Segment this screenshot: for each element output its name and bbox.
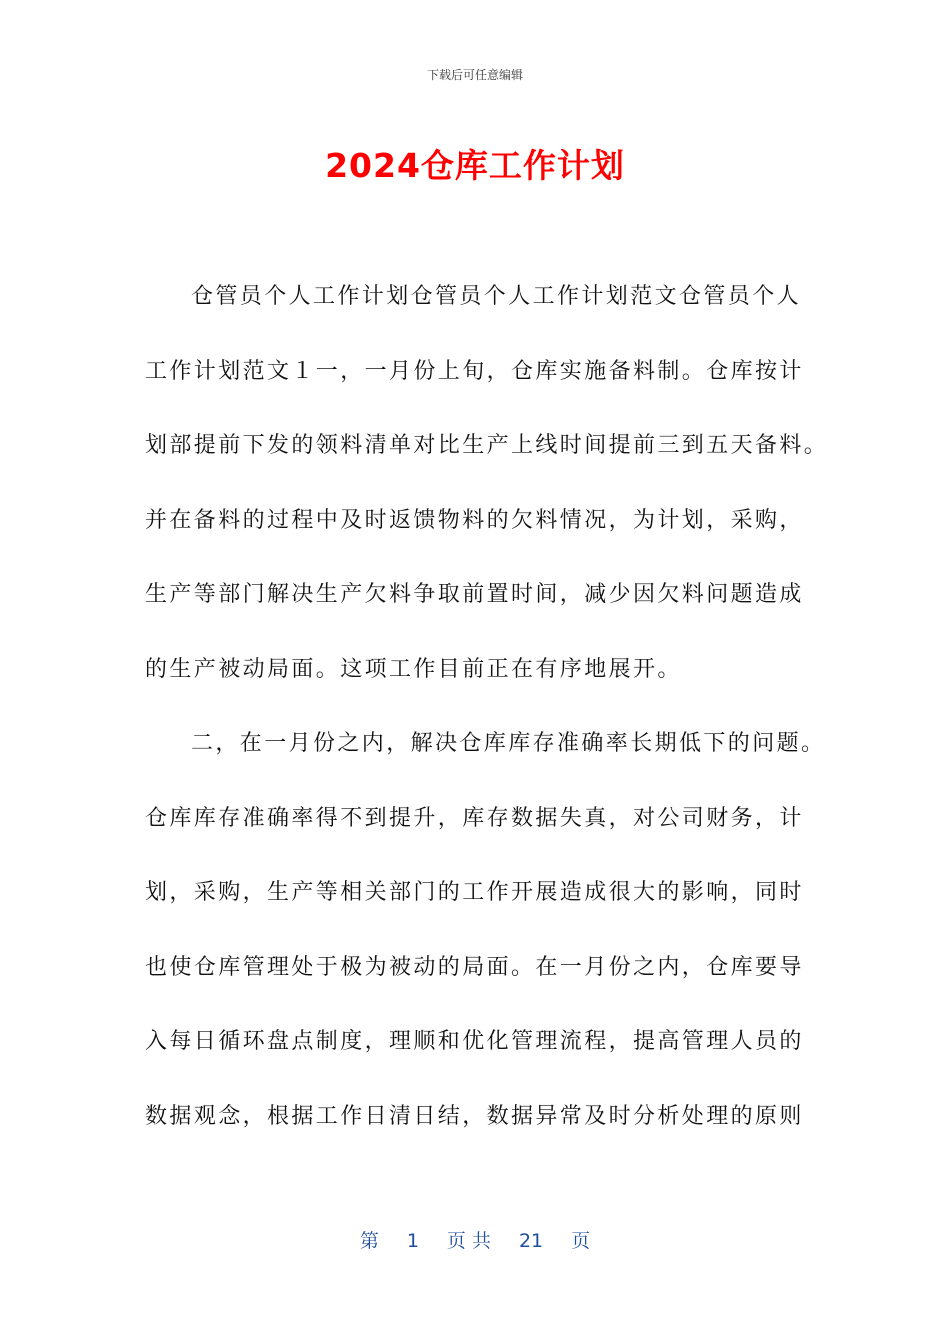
text-line: 仓库库存准确率得不到提升，库存数据失真，对公司财务，计 (145, 805, 804, 831)
footer-middle: 页 共 (446, 1230, 491, 1252)
paragraph-1 (145, 275, 829, 722)
footer-prefix: 第 (359, 1230, 379, 1252)
page-footer (0, 1226, 950, 1253)
text-line: 的生产被动局面。这项工作目前正在有序地展开。 (145, 656, 682, 682)
text-line: 数据观念，根据工作日清日结，数据异常及时分析处理的原则 (145, 1103, 804, 1129)
footer-total-pages: 21 (518, 1230, 544, 1252)
footer-suffix: 页 (571, 1230, 591, 1252)
page-title: 2024仓库工作计划 (325, 146, 625, 185)
text-line: 工作计划范文１一，一月份上旬，仓库实施备料制。仓库按计 (145, 358, 804, 384)
header-note: 下载后可任意编辑 (426, 68, 523, 82)
text-line: 仓管员个人工作计划仓管员个人工作计划范文仓管员个人 (191, 284, 802, 309)
text-line: 入每日循环盘点制度，理顺和优化管理流程，提高管理人员的 (145, 1029, 804, 1054)
footer-current-page: 1 (406, 1230, 419, 1252)
text-line: 二，在一月份之内，解决仓库库存准确率长期低下的问题。 (191, 731, 826, 756)
text-line: 划，采购，生产等相关部门的工作开展造成很大的影响，同时 (145, 880, 804, 905)
text-line: 生产等部门解决生产欠料争取前置时间，减少因欠料问题造成 (145, 582, 804, 607)
document-body (145, 275, 829, 1169)
paragraph-2 (145, 722, 826, 1169)
text-line: 也使仓库管理处于极为被动的局面。在一月份之内，仓库要导 (145, 954, 804, 980)
text-line: 划部提前下发的领料清单对比生产上线时间提前三到五天备料。 (145, 433, 829, 458)
text-line: 并在备料的过程中及时返馈物料的欠料情况，为计划，采购， (145, 507, 804, 533)
